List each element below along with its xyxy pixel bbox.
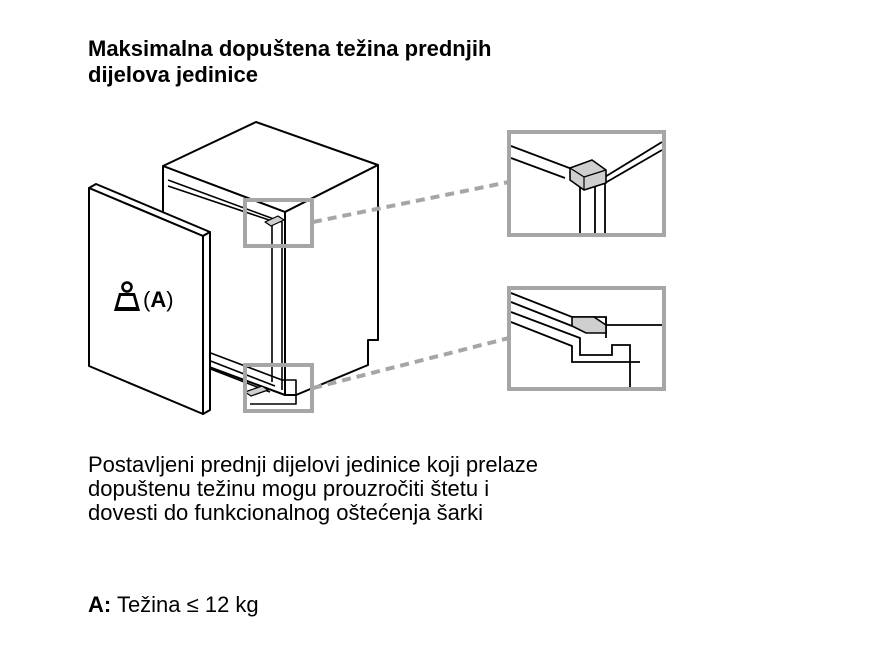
legend-text: Težina ≤ 12 kg: [116, 592, 259, 617]
description-line-2: dopuštenu težinu mogu prouzročiti štetu i: [88, 476, 490, 501]
panel-marker-label: (A): [143, 287, 174, 312]
weight-legend: [88, 592, 688, 618]
legend-label: A:: [88, 592, 112, 617]
bottom-hinge-detail: [509, 288, 664, 389]
description-line-3: dovesti do funkcionalnog oštećenja šarki: [88, 500, 484, 525]
panel-marker-letter: A: [150, 287, 167, 312]
title-line-1: Maksimalna dopuštena težina prednjih: [88, 36, 492, 61]
warning-description: [88, 453, 728, 525]
description-line-1: Postavljeni prednji dijelovi jedinice koji prelaze: [88, 452, 539, 477]
title-line-2: dijelova jedinice: [88, 62, 258, 87]
top-hinge-detail: [509, 132, 664, 235]
